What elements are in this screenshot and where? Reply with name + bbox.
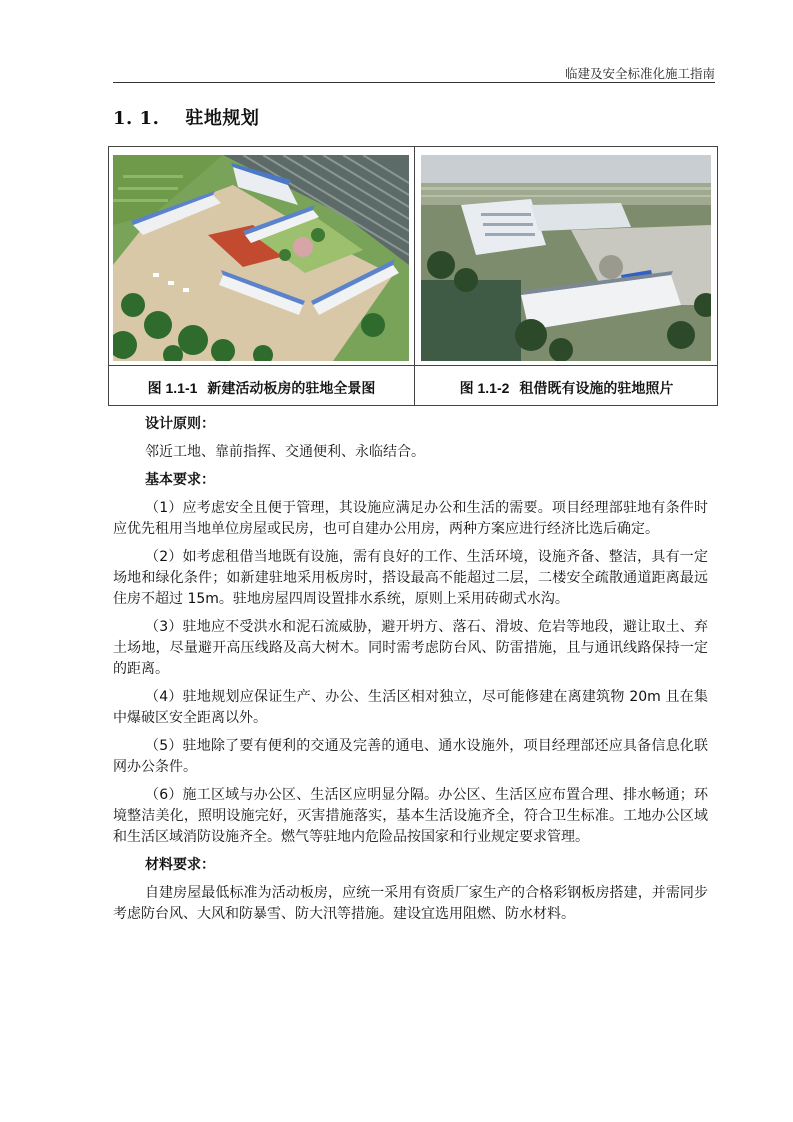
figure-divider [414, 147, 415, 405]
requirement-item: （4）驻地规划应保证生产、办公、生活区相对独立，尽可能修建在离建筑物 20m 且在集中爆破区安全距离以外。 [113, 689, 708, 726]
design-principle-text: 邻近工地、靠前指挥、交通便利、永临结合。 [145, 444, 425, 460]
requirement-item: （1）应考虑安全且便于管理，其设施应满足办公和生活的需要。项目经理部驻地有条件时应优先租用当地单位房屋或民房，也可自建办公用房，两种方案应进行经济比选后确定。 [113, 500, 708, 537]
body-text [113, 414, 708, 932]
rented-camp-photo [421, 155, 711, 361]
design-principle-label: 设计原则： [145, 416, 215, 432]
caption-divider [109, 365, 717, 366]
figure-caption-text-2: 租借既有设施的驻地照片 [519, 381, 674, 397]
figure-number-1: 图 1.1-1 [147, 380, 198, 396]
figure-number-2: 图 1.1-2 [459, 380, 510, 396]
basic-requirements-label: 基本要求： [145, 472, 215, 488]
requirement-item: （3）驻地应不受洪水和泥石流威胁，避开坍方、落石、滑坡、危岩等地段，避让取土、弃土场地，尽量避开高压线路及高大树木。同时需考虑防台风、防雷措施，且与通讯线路保持一定的距离。 [113, 619, 708, 677]
requirement-item: （6）施工区域与办公区、生活区应明显分隔。办公区、生活区应布置合理、排水畅通；环境整洁美化，照明设施完好，灭害措施落实，基本生活设施齐全，符合卫生标准。工地办公区域和生活区域消防设施齐全。燃气等驻地内危险品按国家和行业规定要求管理。 [113, 787, 708, 845]
figure-table [108, 146, 718, 406]
material-requirements-text: 自建房屋最低标准为活动板房，应统一采用有资质厂家生产的合格彩钢板房搭建，并需同步考虑防台风、大风和防暴雪、防大汛等措施。建设宜选用阻燃、防水材料。 [113, 885, 708, 922]
figure-caption-text-1: 新建活动板房的驻地全景图 [207, 381, 376, 397]
header-rule [113, 82, 715, 83]
requirement-item: （5）驻地除了要有便利的交通及完善的通电、通水设施外，项目经理部还应具备信息化联网办公条件。 [113, 738, 708, 775]
section-title: 驻地规划 [185, 108, 260, 129]
figure-caption-2 [414, 371, 719, 405]
section-number: 1. 1. [113, 108, 160, 129]
figure-caption-1 [109, 371, 414, 405]
material-requirements-label: 材料要求： [145, 857, 215, 873]
camp-rendering-image [113, 155, 409, 361]
requirement-item: （2）如考虑租借当地既有设施，需有良好的工作、生活环境，设施齐备、整洁，具有一定场地和绿化条件；如新建驻地采用板房时，搭设最高不能超过二层，二楼安全疏散通道距离最远住房不超过 15m。驻地房屋四周设置排水系统，原则上采用砖砌式水沟。 [113, 549, 708, 607]
section-heading [113, 104, 259, 130]
running-header: 临建及安全标准化施工指南 [564, 66, 715, 81]
